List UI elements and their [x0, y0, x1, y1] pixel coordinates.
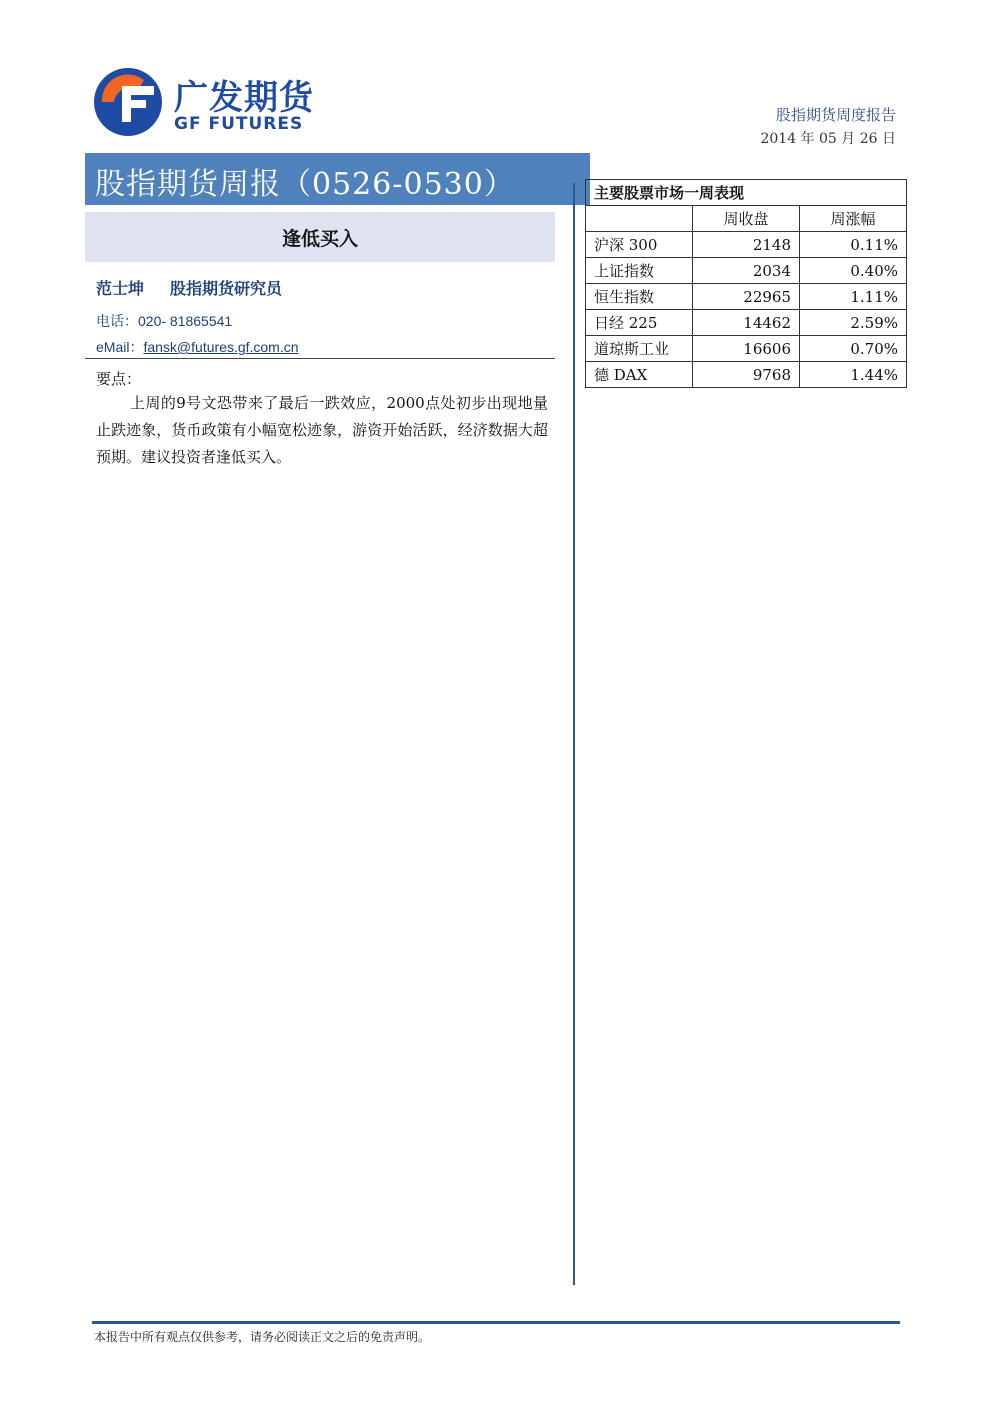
weekly-close: 2034: [693, 258, 800, 284]
table-row: [586, 310, 907, 336]
weekly-change: 1.44%: [800, 362, 907, 388]
logo-english-name: GF FUTURES: [174, 114, 304, 134]
table-caption: 主要股票市场一周表现: [586, 180, 907, 206]
column-header: 周收盘: [693, 206, 800, 232]
analyst-email: [96, 337, 299, 357]
weekly-change: 0.11%: [800, 232, 907, 258]
column-header: [586, 206, 693, 232]
report-title: 股指期货周报（0526-0530）: [95, 167, 515, 202]
table-row: [586, 258, 907, 284]
company-logo: [92, 66, 352, 138]
analyst-name: 范士坤: [96, 279, 145, 298]
index-name: 德 DAX: [586, 362, 693, 388]
analyst-phone: [96, 311, 232, 331]
table-row: [586, 232, 907, 258]
table-row: [586, 284, 907, 310]
table-caption-row: [586, 180, 907, 206]
weekly-close: 16606: [693, 336, 800, 362]
column-divider: [573, 183, 575, 1285]
weekly-change: 1.11%: [800, 284, 907, 310]
column-header: 周涨幅: [800, 206, 907, 232]
index-name: 恒生指数: [586, 284, 693, 310]
weekly-close: 2148: [693, 232, 800, 258]
report-type: 股指期货周度报告: [775, 106, 896, 124]
email-label: eMail：: [96, 339, 144, 355]
footer-divider: [92, 1321, 900, 1324]
report-subtitle: 逢低买入: [281, 228, 358, 250]
market-performance-table: [585, 179, 907, 388]
table-row: [586, 336, 907, 362]
gf-logo-icon: [92, 66, 164, 138]
weekly-change: 0.70%: [800, 336, 907, 362]
title-band: [85, 153, 590, 205]
key-points-body: 上周的9号文恐带来了最后一跌效应，2000点处初步出现地量止跌迹象，货币政策有小幅宽松迹象，游资开始活跃，经济数据大超预期。建议投资者逢低买入。: [96, 394, 548, 466]
index-name: 道琼斯工业: [586, 336, 693, 362]
analyst-info: [96, 276, 282, 299]
phone-number: 020- 81865541: [138, 313, 233, 329]
weekly-change: 2.59%: [800, 310, 907, 336]
index-name: 上证指数: [586, 258, 693, 284]
analyst-role: 股指期货研究员: [170, 279, 283, 298]
report-date: 2014 年 05 月 26 日: [760, 131, 896, 147]
subtitle-band: [85, 212, 555, 262]
index-name: 日经 225: [586, 310, 693, 336]
weekly-close: 9768: [693, 362, 800, 388]
key-points-title: 要点：: [96, 370, 142, 388]
weekly-close: 14462: [693, 310, 800, 336]
phone-label: 电话：: [96, 313, 138, 329]
weekly-change: 0.40%: [800, 258, 907, 284]
table-row: [586, 362, 907, 388]
info-divider: [85, 358, 555, 359]
index-name: 沪深 300: [586, 232, 693, 258]
logo-chinese-name: 广发期货: [174, 78, 314, 118]
table-header-row: [586, 206, 907, 232]
footer-disclaimer: 本报告中所有观点仅供参考，请务必阅读正文之后的免责声明。: [94, 1330, 431, 1344]
email-link[interactable]: fansk@futures.gf.com.cn: [143, 339, 299, 355]
weekly-close: 22965: [693, 284, 800, 310]
